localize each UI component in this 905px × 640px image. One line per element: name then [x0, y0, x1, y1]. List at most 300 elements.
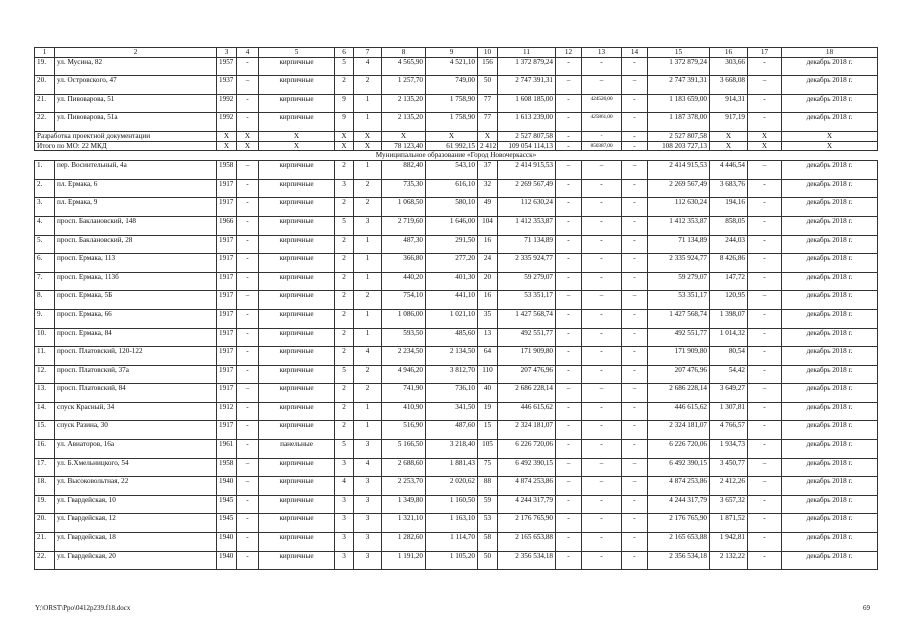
cell-col-18: декабрь 2018 г.: [782, 254, 878, 273]
column-number-cell: 14: [622, 48, 648, 58]
cell-col-12: -: [556, 254, 582, 273]
municipality-heading-row: [35, 151, 878, 161]
cell-col-8: 2 135,20: [382, 113, 426, 132]
cell-col-1: 3.: [35, 198, 55, 217]
project_docs-cell: X: [710, 131, 748, 141]
cell-col-18: декабрь 2018 г.: [782, 179, 878, 198]
cell-col-13: -: [582, 198, 622, 217]
cell-col-18: декабрь 2018 г.: [782, 347, 878, 366]
cell-col-9: 1 758,90: [426, 94, 478, 113]
cell-col-11: 53 351,17: [498, 291, 556, 310]
cell-col-18: декабрь 2018 г.: [782, 291, 878, 310]
cell-col-5: кирпичные: [259, 216, 335, 235]
column-number-cell: 16: [710, 48, 748, 58]
cell-col-2: просп. Платовский, 120-122: [55, 347, 217, 366]
cell-col-2: ул. Гвардейская, 10: [55, 495, 217, 514]
cell-col-16: 147,72: [710, 272, 748, 291]
cell-col-16: 1 871,52: [710, 514, 748, 533]
cell-col-5: кирпичные: [259, 254, 335, 273]
total-cell: X: [354, 141, 382, 151]
cell-col-16: 914,31: [710, 94, 748, 113]
column-number-cell: 6: [335, 48, 354, 58]
cell-col-16: 2 412,26: [710, 477, 748, 496]
cell-col-15: 2 356 534,18: [648, 551, 710, 570]
cell-col-1: 9.: [35, 309, 55, 328]
project_docs-cell: X: [335, 131, 354, 141]
project_docs-cell: X: [354, 131, 382, 141]
cell-col-15: 6 226 720,06: [648, 440, 710, 459]
total-cell: -: [556, 141, 582, 151]
cell-col-15: 53 351,17: [648, 291, 710, 310]
cell-col-3: 1940: [217, 477, 237, 496]
cell-col-3: 1917: [217, 328, 237, 347]
cell-col-12: –: [556, 477, 582, 496]
cell-col-14: -: [622, 514, 648, 533]
cell-col-18: декабрь 2018 г.: [782, 514, 878, 533]
project_docs-cell: X: [748, 131, 782, 141]
cell-col-9: 543,10: [426, 161, 478, 180]
cell-col-3: 1937: [217, 76, 237, 95]
cell-col-3: 1940: [217, 551, 237, 570]
cell-col-7: 1: [354, 235, 382, 254]
project_docs-cell: 2 527 807,58: [648, 131, 710, 141]
table-row: [35, 365, 878, 384]
cell-col-12: -: [556, 533, 582, 552]
cell-col-17: -: [748, 113, 782, 132]
cell-col-9: 291,50: [426, 235, 478, 254]
cell-col-12: -: [556, 495, 582, 514]
cell-col-18: декабрь 2018 г.: [782, 533, 878, 552]
cell-col-1: 17.: [35, 458, 55, 477]
total-cell: X: [217, 141, 237, 151]
cell-col-6: 2: [335, 402, 354, 421]
cell-col-10: 19: [478, 402, 498, 421]
project_docs-cell: X: [217, 131, 237, 141]
project_docs-cell: X: [782, 131, 878, 141]
cell-col-3: 1958: [217, 161, 237, 180]
cell-col-18: декабрь 2018 г.: [782, 365, 878, 384]
cell-col-12: -: [556, 514, 582, 533]
cell-col-13: -: [582, 272, 622, 291]
cell-col-5: кирпичные: [259, 365, 335, 384]
cell-col-8: 741,90: [382, 384, 426, 403]
cell-col-4: -: [237, 495, 259, 514]
cell-col-7: 3: [354, 495, 382, 514]
cell-col-6: 4: [335, 477, 354, 496]
table-row: [35, 76, 878, 95]
cell-col-18: декабрь 2018 г.: [782, 198, 878, 217]
cell-col-18: декабрь 2018 г.: [782, 216, 878, 235]
cell-col-7: 3: [354, 477, 382, 496]
cell-col-7: 3: [354, 440, 382, 459]
cell-col-3: 1917: [217, 365, 237, 384]
cell-col-18: декабрь 2018 г.: [782, 76, 878, 95]
cell-col-14: -: [622, 179, 648, 198]
cell-col-8: 2 135,20: [382, 94, 426, 113]
cell-col-9: 341,50: [426, 402, 478, 421]
cell-col-6: 5: [335, 216, 354, 235]
cell-col-12: -: [556, 309, 582, 328]
cell-col-13: -: [582, 402, 622, 421]
cell-col-4: -: [237, 365, 259, 384]
cell-col-5: кирпичные: [259, 291, 335, 310]
cell-col-12: –: [556, 384, 582, 403]
total-cell: X: [335, 141, 354, 151]
cell-col-12: -: [556, 235, 582, 254]
cell-col-1: 13.: [35, 384, 55, 403]
cell-col-15: 2 747 391,31: [648, 76, 710, 95]
cell-col-10: 156: [478, 57, 498, 76]
cell-col-5: кирпичные: [259, 551, 335, 570]
cell-col-6: 2: [335, 272, 354, 291]
cell-col-4: -: [237, 402, 259, 421]
cell-col-9: 736,10: [426, 384, 478, 403]
cell-col-8: 2 688,60: [382, 458, 426, 477]
cell-col-17: -: [748, 309, 782, 328]
cell-col-16: 4 766,57: [710, 421, 748, 440]
table-row: [35, 384, 878, 403]
cell-col-7: 2: [354, 291, 382, 310]
cell-col-1: 22.: [35, 113, 55, 132]
cell-col-12: –: [556, 76, 582, 95]
cell-col-4: -: [237, 179, 259, 198]
cell-col-2: просп. Ермака, 5Б: [55, 291, 217, 310]
cell-col-10: 104: [478, 216, 498, 235]
cell-col-4: -: [237, 309, 259, 328]
cell-col-11: 59 279,07: [498, 272, 556, 291]
cell-col-14: -: [622, 57, 648, 76]
total-cell: X: [782, 141, 878, 151]
cell-col-13: -: [582, 551, 622, 570]
cell-col-2: спуск Красный, 34: [55, 402, 217, 421]
cell-col-17: -: [748, 57, 782, 76]
column-number-cell: 2: [55, 48, 217, 58]
cell-col-6: 9: [335, 113, 354, 132]
cell-col-10: 53: [478, 514, 498, 533]
cell-col-5: кирпичные: [259, 57, 335, 76]
cell-col-14: -: [622, 551, 648, 570]
cell-col-13: -: [582, 309, 622, 328]
cell-col-1: 5.: [35, 235, 55, 254]
cell-col-8: 440,20: [382, 272, 426, 291]
cell-col-11: 2 335 924,77: [498, 254, 556, 273]
cell-col-9: 749,00: [426, 76, 478, 95]
total-cell: X: [237, 141, 259, 151]
table-row: [35, 458, 878, 477]
project_docs-cell: X: [259, 131, 335, 141]
cell-col-9: 1 163,10: [426, 514, 478, 533]
cell-col-7: 1: [354, 94, 382, 113]
cell-col-7: 3: [354, 514, 382, 533]
cell-col-8: 1 321,10: [382, 514, 426, 533]
table-row: [35, 495, 878, 514]
cell-col-1: 20.: [35, 76, 55, 95]
cell-col-18: декабрь 2018 г.: [782, 384, 878, 403]
total-cell: X: [710, 141, 748, 151]
cell-col-2: ул. Мусина, 82: [55, 57, 217, 76]
cell-col-6: 3: [335, 514, 354, 533]
cell-col-11: 4 244 317,79: [498, 495, 556, 514]
cell-col-7: 1: [354, 113, 382, 132]
cell-col-10: 16: [478, 291, 498, 310]
cell-col-14: -: [622, 347, 648, 366]
cell-col-5: кирпичные: [259, 76, 335, 95]
cell-col-5: кирпичные: [259, 328, 335, 347]
cell-col-6: 2: [335, 161, 354, 180]
cell-col-5: кирпичные: [259, 421, 335, 440]
cell-col-14: -: [622, 365, 648, 384]
cell-col-1: 19.: [35, 495, 55, 514]
table-row: [35, 347, 878, 366]
table-row: [35, 113, 878, 132]
table-row: [35, 179, 878, 198]
cell-col-18: декабрь 2018 г.: [782, 551, 878, 570]
cell-col-13: -: [582, 421, 622, 440]
cell-col-1: 14.: [35, 402, 55, 421]
cell-col-18: декабрь 2018 г.: [782, 272, 878, 291]
cell-col-2: просп. Баклановский, 148: [55, 216, 217, 235]
cell-col-15: 1 183 659,00: [648, 94, 710, 113]
cell-col-16: 194,16: [710, 198, 748, 217]
cell-col-18: декабрь 2018 г.: [782, 328, 878, 347]
cell-col-16: 3 450,77: [710, 458, 748, 477]
column-number-cell: 13: [582, 48, 622, 58]
cell-col-10: 35: [478, 309, 498, 328]
table-row: [35, 421, 878, 440]
cell-col-17: -: [748, 365, 782, 384]
cell-col-11: 112 630,24: [498, 198, 556, 217]
cell-col-4: -: [237, 113, 259, 132]
cell-col-2: просп. Платовский, 84: [55, 384, 217, 403]
cell-col-3: 1945: [217, 514, 237, 533]
cell-col-14: -: [622, 402, 648, 421]
cell-col-3: 1957: [217, 57, 237, 76]
cell-col-3: 1945: [217, 495, 237, 514]
cell-col-17: -: [748, 216, 782, 235]
cell-col-11: 1 412 353,87: [498, 216, 556, 235]
cell-col-8: 1 349,80: [382, 495, 426, 514]
cell-col-5: кирпичные: [259, 458, 335, 477]
cell-col-2: просп. Ермака, 113: [55, 254, 217, 273]
cell-col-4: -: [237, 551, 259, 570]
project_docs-row: [35, 131, 878, 141]
document-page: [34, 47, 877, 570]
cell-col-3: 1917: [217, 179, 237, 198]
cell-col-6: 2: [335, 291, 354, 310]
cell-col-17: -: [748, 198, 782, 217]
project_docs-label: Разработка проектной документации: [35, 131, 217, 141]
total-cell: X: [748, 141, 782, 151]
cell-col-11: 2 356 534,18: [498, 551, 556, 570]
cell-col-8: 1 086,00: [382, 309, 426, 328]
cell-col-7: 2: [354, 179, 382, 198]
cell-col-1: 7.: [35, 272, 55, 291]
cell-col-11: 207 476,96: [498, 365, 556, 384]
column-number-cell: 4: [237, 48, 259, 58]
cell-col-17: –: [748, 291, 782, 310]
cell-col-8: 4 946,20: [382, 365, 426, 384]
cell-col-9: 1 758,90: [426, 113, 478, 132]
cell-col-8: 487,30: [382, 235, 426, 254]
cell-col-5: кирпичные: [259, 495, 335, 514]
cell-col-15: 1 427 568,74: [648, 309, 710, 328]
cell-col-14: –: [622, 477, 648, 496]
cell-col-4: -: [237, 328, 259, 347]
cell-col-15: 1 187 378,00: [648, 113, 710, 132]
cell-col-14: -: [622, 235, 648, 254]
cell-col-11: 71 134,89: [498, 235, 556, 254]
cell-col-5: кирпичные: [259, 161, 335, 180]
cell-col-15: 6 492 390,15: [648, 458, 710, 477]
cell-col-16: 8 426,86: [710, 254, 748, 273]
cell-col-6: 2: [335, 421, 354, 440]
column-number-cell: 8: [382, 48, 426, 58]
total-cell: 108 203 727,13: [648, 141, 710, 151]
cell-col-14: -: [622, 113, 648, 132]
cell-col-1: 10.: [35, 328, 55, 347]
cell-col-10: 16: [478, 235, 498, 254]
cell-col-10: 50: [478, 76, 498, 95]
project_docs-cell: X: [237, 131, 259, 141]
column-number-cell: 15: [648, 48, 710, 58]
cell-col-8: 2 719,60: [382, 216, 426, 235]
cell-col-13: –: [582, 291, 622, 310]
cell-col-11: 1 372 879,24: [498, 57, 556, 76]
cell-col-5: кирпичные: [259, 179, 335, 198]
cell-col-8: 410,90: [382, 402, 426, 421]
cell-col-10: 77: [478, 94, 498, 113]
cell-col-1: 19.: [35, 57, 55, 76]
cell-col-14: –: [622, 161, 648, 180]
cell-col-3: 1958: [217, 458, 237, 477]
project_docs-cell: X: [382, 131, 426, 141]
cell-col-3: 1917: [217, 254, 237, 273]
cell-col-3: 1917: [217, 272, 237, 291]
table-row: [35, 551, 878, 570]
project_docs-cell: -: [582, 131, 622, 141]
cell-col-18: декабрь 2018 г.: [782, 235, 878, 254]
cell-col-2: ул. Пивоварова, 51а: [55, 113, 217, 132]
cell-col-2: ул. Гвардейская, 18: [55, 533, 217, 552]
cell-col-16: 244,03: [710, 235, 748, 254]
cell-col-7: 2: [354, 365, 382, 384]
cell-col-17: –: [748, 477, 782, 496]
cell-col-13: -: [582, 235, 622, 254]
cell-col-10: 40: [478, 384, 498, 403]
cell-col-14: -: [622, 216, 648, 235]
cell-col-2: ул. Островского, 47: [55, 76, 217, 95]
cell-col-6: 3: [335, 533, 354, 552]
cell-col-10: 20: [478, 272, 498, 291]
column-number-row: [35, 48, 878, 58]
cell-col-3: 1917: [217, 291, 237, 310]
cell-col-10: 110: [478, 365, 498, 384]
cell-col-10: 50: [478, 551, 498, 570]
cell-col-1: 8.: [35, 291, 55, 310]
cell-col-8: 4 565,90: [382, 57, 426, 76]
column-number-cell: 9: [426, 48, 478, 58]
cell-col-15: 1 372 879,24: [648, 57, 710, 76]
cell-col-12: -: [556, 179, 582, 198]
cell-col-10: 77: [478, 113, 498, 132]
project_docs-cell: X: [426, 131, 478, 141]
cell-col-5: кирпичные: [259, 272, 335, 291]
cell-col-18: декабрь 2018 г.: [782, 309, 878, 328]
cell-col-14: -: [622, 421, 648, 440]
cell-col-7: 2: [354, 76, 382, 95]
table-body: [35, 48, 878, 570]
cell-col-8: 5 166,50: [382, 440, 426, 459]
total-cell: 78 123,40: [382, 141, 426, 151]
cell-col-16: 1 942,81: [710, 533, 748, 552]
cell-col-17: -: [748, 421, 782, 440]
cell-col-8: 735,30: [382, 179, 426, 198]
cell-col-4: -: [237, 235, 259, 254]
cell-col-14: –: [622, 291, 648, 310]
cell-col-2: ул. Гвардейская, 20: [55, 551, 217, 570]
page-number: 69: [863, 604, 870, 612]
cell-col-6: 5: [335, 440, 354, 459]
cell-col-3: 1966: [217, 216, 237, 235]
cell-col-15: 4 244 317,79: [648, 495, 710, 514]
total-row: [35, 141, 878, 151]
cell-col-16: 1 934,73: [710, 440, 748, 459]
cell-col-15: 2 269 567,49: [648, 179, 710, 198]
cell-col-1: 11.: [35, 347, 55, 366]
cell-col-13: -: [582, 57, 622, 76]
cell-col-3: 1917: [217, 198, 237, 217]
cell-col-2: просп. Ермака, 66: [55, 309, 217, 328]
cell-col-3: 1961: [217, 440, 237, 459]
cell-col-2: ул. Б.Хмельницкого, 54: [55, 458, 217, 477]
cell-col-1: 21.: [35, 533, 55, 552]
cell-col-7: 1: [354, 402, 382, 421]
cell-col-10: 15: [478, 421, 498, 440]
cell-col-9: 485,60: [426, 328, 478, 347]
cell-col-6: 2: [335, 198, 354, 217]
cell-col-5: кирпичные: [259, 384, 335, 403]
cell-col-5: кирпичные: [259, 402, 335, 421]
cell-col-4: -: [237, 347, 259, 366]
cell-col-10: 32: [478, 179, 498, 198]
cell-col-9: 1 021,10: [426, 309, 478, 328]
column-number-cell: 1: [35, 48, 55, 58]
total-label: Итого по МО: 22 МКД: [35, 141, 217, 151]
table-row: [35, 328, 878, 347]
cell-col-4: -: [237, 421, 259, 440]
cell-col-6: 3: [335, 179, 354, 198]
cell-col-17: –: [748, 76, 782, 95]
cell-col-6: 5: [335, 365, 354, 384]
table-row: [35, 57, 878, 76]
cell-col-3: 1917: [217, 421, 237, 440]
cell-col-10: 88: [478, 477, 498, 496]
cell-col-9: 441,10: [426, 291, 478, 310]
cell-col-7: 4: [354, 57, 382, 76]
cell-col-6: 2: [335, 254, 354, 273]
cell-col-17: –: [748, 161, 782, 180]
cell-col-11: 2 324 181,07: [498, 421, 556, 440]
cell-col-13: -: [582, 514, 622, 533]
cell-col-12: -: [556, 216, 582, 235]
cell-col-17: -: [748, 235, 782, 254]
column-number-cell: 3: [217, 48, 237, 58]
table-row: [35, 533, 878, 552]
cell-col-1: 15.: [35, 421, 55, 440]
cell-col-1: 18.: [35, 477, 55, 496]
cell-col-14: -: [622, 272, 648, 291]
cell-col-7: 1: [354, 328, 382, 347]
